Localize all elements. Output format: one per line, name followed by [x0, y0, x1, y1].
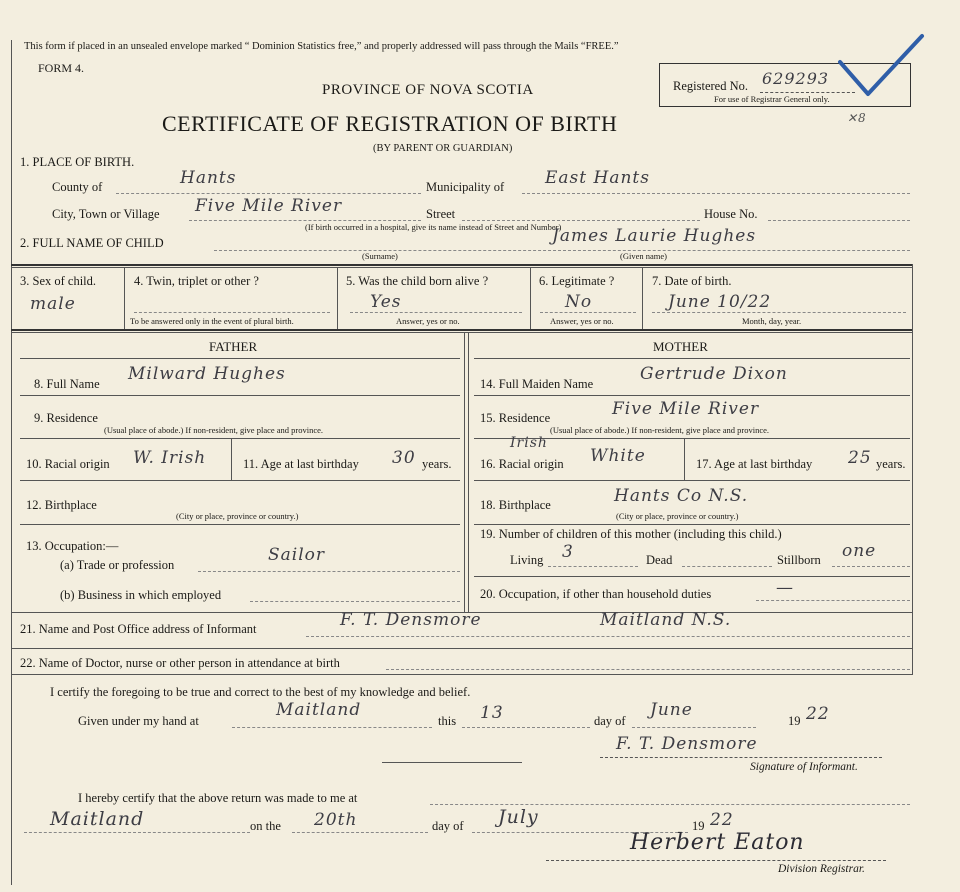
registrar-signature-label: Division Registrar. [778, 863, 865, 875]
sex-value: male [30, 294, 76, 314]
page-subtitle: (BY PARENT OR GUARDIAN) [373, 143, 513, 154]
father-residence-note: (Usual place of abode.) If non-resident, give place and province. [104, 425, 324, 435]
registrar-place-value: Maitland [50, 808, 145, 830]
mother-racial-value: White [590, 446, 646, 466]
father-racial-label: 10. Racial origin [26, 457, 110, 471]
mother-occupation-label: 20. Occupation, if other than household duties [480, 587, 712, 601]
certification-statement: I certify the foregoing to be true and correct to the best of my knowledge and belief. [50, 685, 471, 699]
stillborn-value: one [842, 541, 877, 561]
registrar-year-value: 22 [710, 810, 734, 830]
registered-number: 629293 [762, 69, 830, 88]
legitimate-note: Answer, yes or no. [550, 316, 614, 326]
mother-age-label: 17. Age at last birthday [696, 457, 813, 471]
father-trade-value: Sailor [268, 545, 326, 565]
living-value: 3 [562, 542, 574, 562]
father-racial-value: W. Irish [133, 448, 207, 468]
registrar-day-value: 20th [314, 810, 358, 830]
mother-occupation-value: — [776, 578, 794, 598]
street-label: Street [426, 207, 456, 221]
born-alive-label: 5. Was the child born alive ? [346, 274, 489, 288]
registered-label: Registered No. [673, 79, 748, 93]
given-under-label: Given under my hand at [78, 714, 199, 728]
left-margin-rule [11, 40, 12, 885]
house-number-label: House No. [704, 207, 758, 221]
informant-address-value: Maitland N.S. [600, 610, 732, 630]
city-label: City, Town or Village [52, 207, 160, 221]
surname-note: (Surname) [362, 251, 398, 261]
mother-birthplace-note: (City or place, province or country.) [616, 511, 739, 521]
check-mark-icon [830, 30, 930, 102]
registered-note: For use of Registrar General only. [714, 94, 830, 104]
county-value: Hants [180, 168, 237, 188]
father-age-label: 11. Age at last birthday [243, 457, 359, 471]
dob-note: Month, day, year. [742, 316, 802, 326]
father-trade-label: (a) Trade or profession [60, 558, 175, 572]
father-name-label: 8. Full Name [34, 377, 100, 391]
this-label: this [438, 714, 457, 728]
form-number: FORM 4. [38, 61, 85, 75]
mother-racial-label: 16. Racial origin [480, 457, 564, 471]
registrar-month-value: July [498, 806, 539, 828]
mail-notice: This form if placed in an unsealed envelope marked “ Dominion Statistics free,” and properly addressed will pass through the Mails “FREE.” [24, 41, 619, 52]
place-of-birth-label: 1. PLACE OF BIRTH. [20, 155, 135, 169]
twin-note: To be answered only in the event of plural birth. [130, 316, 294, 326]
child-name-value: James Laurie Hughes [552, 226, 757, 246]
registrar-signature: Herbert Eaton [630, 830, 805, 855]
registrar-day-of-label: day of [432, 819, 464, 833]
mother-years: years. [876, 457, 906, 471]
mother-racial-value-top: Irish [510, 435, 548, 451]
born-alive-note: Answer, yes or no. [396, 316, 460, 326]
informant-signature-label: Signature of Informant. [750, 761, 858, 773]
mother-residence-label: 15. Residence [480, 411, 551, 425]
mother-residence-value: Five Mile River [612, 399, 760, 419]
page-title: CERTIFICATE OF REGISTRATION OF BIRTH [162, 111, 618, 136]
informant-label: 21. Name and Post Office address of Informant [20, 622, 257, 636]
father-residence-label: 9. Residence [34, 411, 98, 425]
birth-certificate: This form if placed in an unsealed envelope marked “ Dominion Statistics free,” and properly addressed will pass through the Mails “FREE.” FORM 4. PROVINCE OF NOVA SCOTIA CERTIFICATE OF REGISTRATION OF BIRTH (BY PARENT OR GUARDIAN) Registered No. 629293 For use of Registrar General only. ✕8 1. PLACE OF BIRTH. County of Hants Municipality of East Hants City, Town or Village Five Mile River Street House No. (If birth occurred in a hospital, give its name instead of Street and Number) 2. FULL NAME OF CHILD James Laurie Hughes (Surname) (Given name) 3. Sex of child. male 4. Twin, triplet or other ? To be answered only in the event of plural birth. 5. Was the child born alive ? Yes Answer, yes or no. 6. Legitimate ? No Answer, yes or no. 7. Date of birth. June 10/22 Month, day, year. FATHER MOTHER 8. Full Name Milward Hughes 9. Residence (Usual place of abode.) If non-resident, give place and province. 10. Racial origin W. Irish 11. Age at last birthday 30 years. 12. Birthplace (City or place, province or country.) 13. Occupation:— (a) Trade or profession Sailor (b) Business in which employed 14. Full Maiden Name Gertrude Dixon 15. Residence Five Mile River (Usual place of abode.) If non-resident, give place and province. Irish 16. Racial origin White 17. Age at last birthday 25 years. 18. Birthplace Hants Co N.S. (City or place, province or country.) 19. Number of children of this mother (including this child.) Living 3 Dead Stillborn one 20. Occupation, if other than household duties — 21. Name and Post Office address of Informant F. T. Densmore Maitland N.S. 22. Name of Doctor, nurse or other person in attendance at birth I certify the foregoing to be true and correct to the best of my knowledge and belief. Given under my hand at Maitland this 13 day of June 19 22 F. T. Densmore Signature of Informant. I hereby certify that the above return was made to me at Maitland on the 20th day of July 19 22 Herbert Eaton Division Registrar. [0, 0, 960, 892]
informant-name-value: F. T. Densmore [340, 610, 482, 630]
municipality-value: East Hants [545, 168, 650, 188]
father-occupation-label: 13. Occupation:— [26, 539, 119, 553]
given-day-of-label: day of [594, 714, 626, 728]
given-month-value: June [650, 700, 693, 720]
given-name-note: (Given name) [620, 251, 667, 261]
dead-label: Dead [646, 553, 673, 567]
doctor-label: 22. Name of Doctor, nurse or other person in attendance at birth [20, 656, 340, 670]
city-value: Five Mile River [195, 196, 343, 216]
mother-birthplace-value: Hants Co N.S. [614, 486, 749, 506]
father-business-label: (b) Business in which employed [60, 588, 222, 602]
father-heading: FATHER [209, 339, 258, 354]
province-heading: PROVINCE OF NOVA SCOTIA [322, 82, 534, 98]
legitimate-label: 6. Legitimate ? [539, 274, 615, 288]
twin-label: 4. Twin, triplet or other ? [134, 274, 259, 288]
municipality-label: Municipality of [426, 180, 505, 194]
living-label: Living [510, 553, 544, 567]
informant-signature: F. T. Densmore [616, 734, 758, 754]
father-birthplace-label: 12. Birthplace [26, 498, 97, 512]
stillborn-label: Stillborn [777, 553, 821, 567]
mother-age-value: 25 [848, 448, 872, 468]
legitimate-value: No [565, 292, 593, 312]
mother-birthplace-label: 18. Birthplace [480, 498, 551, 512]
father-years: years. [422, 457, 452, 471]
father-birthplace-note: (City or place, province or country.) [176, 511, 299, 521]
given-day-value: 13 [480, 703, 504, 723]
mother-residence-note: (Usual place of abode.) If non-resident, give place and province. [550, 425, 770, 435]
born-alive-value: Yes [370, 292, 402, 312]
county-label: County of [52, 180, 103, 194]
hospital-note: (If birth occurred in a hospital, give its name instead of Street and Number) [305, 222, 562, 232]
mother-name-label: 14. Full Maiden Name [480, 377, 594, 391]
given-year-prefix: 19 [788, 714, 801, 728]
dob-label: 7. Date of birth. [652, 274, 732, 288]
father-age-value: 30 [392, 448, 416, 468]
given-year-value: 22 [806, 704, 830, 724]
child-name-label: 2. FULL NAME OF CHILD [20, 236, 164, 250]
mother-name-value: Gertrude Dixon [640, 364, 788, 384]
given-place-value: Maitland [276, 700, 362, 720]
father-name-value: Milward Hughes [128, 364, 286, 384]
registrar-on-the-label: on the [250, 819, 281, 833]
registrar-statement: I hereby certify that the above return was made to me at [78, 791, 358, 805]
mother-heading: MOTHER [653, 339, 708, 354]
dob-value: June 10/22 [668, 292, 772, 312]
registrar-year-prefix: 19 [692, 819, 705, 833]
mother-children-label: 19. Number of children of this mother (including this child.) [480, 527, 782, 541]
sex-label: 3. Sex of child. [20, 274, 97, 288]
